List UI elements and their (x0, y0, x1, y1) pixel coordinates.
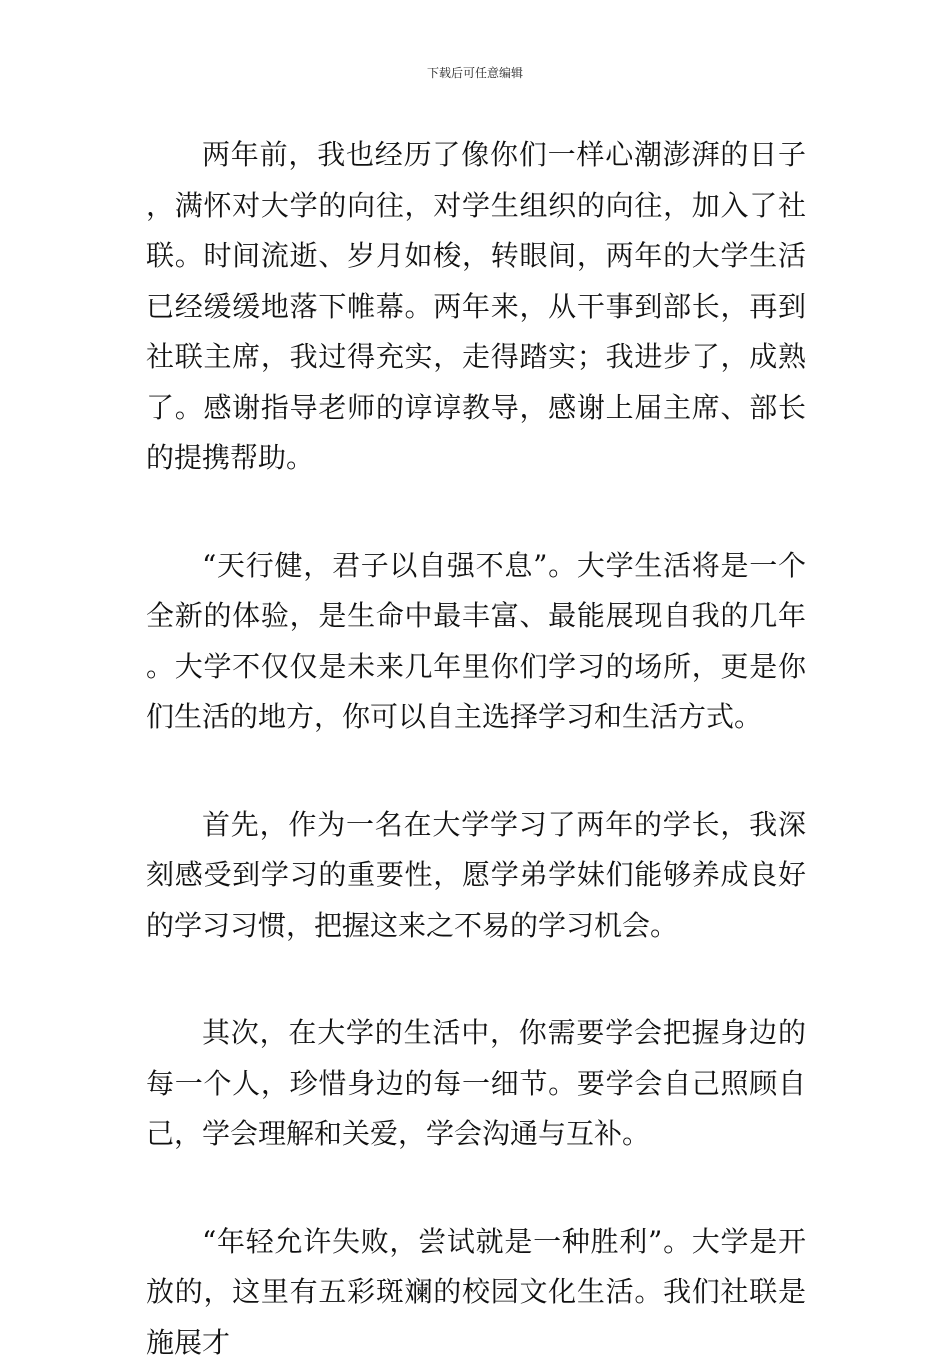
paragraph-3: 首先，作为一名在大学学习了两年的学长，我深刻感受到学习的重要性，愿学弟学妹们能够养成良好的学习习惯，把握这来之不易的学习机会。 (146, 800, 806, 952)
paragraph-4: 其次，在大学的生活中，你需要学会把握身边的每一个人，珍惜身边的每一细节。要学会自己照顾自己，学会理解和关爱，学会沟通与互补。 (146, 1008, 806, 1160)
paragraph-2: “天行健，君子以自强不息”。大学生活将是一个全新的体验，是生命中最丰富、最能展现自我的几年。大学不仅仅是未来几年里你们学习的场所，更是你们生活的地方，你可以自主选择学习和生活方式。 (146, 541, 806, 743)
page-header: 下载后可任意编辑 (0, 66, 950, 80)
paragraph-5: “年轻允许失败，尝试就是一种胜利”。大学是开放的，这里有五彩斑斓的校园文化生活。我们社联是施展才 (146, 1217, 806, 1368)
paragraph-1: 两年前，我也经历了像你们一样心潮澎湃的日子，满怀对大学的向往，对学生组织的向往，加入了社联。时间流逝、岁月如梭，转眼间，两年的大学生活已经缓缓地落下帷幕。两年来，从干事到部长，再到社联主席，我过得充实，走得踏实；我进步了，成熟了。感谢指导老师的谆谆教导，感谢上届主席、部长的提携帮助。 (146, 130, 806, 484)
document-body (146, 130, 806, 1368)
